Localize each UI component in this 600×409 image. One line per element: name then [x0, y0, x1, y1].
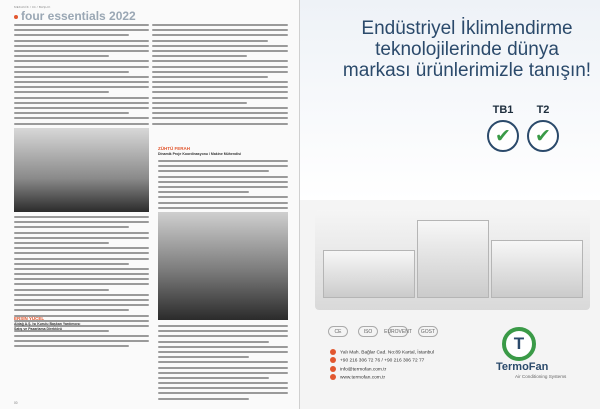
- orange-dot-icon: [14, 15, 18, 19]
- phone-icon: [330, 357, 336, 363]
- right-column-text-2: [158, 325, 288, 403]
- ad-headline: Endüstriyel İklimlendirme teknolojilerinde dünya markası ürünlerimizle tanışın!: [342, 18, 592, 81]
- certification-logos: [328, 326, 438, 337]
- photo-ersin-yucel: [14, 128, 149, 212]
- contact-phone: +90 216 306 72 76 / +90 216 306 72 77: [330, 357, 434, 365]
- brand-name: TermoFan: [496, 361, 549, 373]
- cert-gost: GOST: [418, 326, 438, 337]
- cert-iso: ISO: [358, 326, 378, 337]
- right-column-text: [152, 24, 288, 128]
- location-icon: [330, 349, 336, 355]
- brand-tagline: Air Conditioning Systems: [515, 374, 567, 379]
- web-icon: [330, 374, 336, 380]
- tb1-label: TB1: [492, 104, 514, 116]
- product-unit-3: [491, 240, 583, 298]
- person2-body-text: [158, 160, 288, 217]
- person1-title-line2: Satış ve Pazarlama Direktörü: [14, 327, 63, 331]
- t2-label: T2: [536, 104, 550, 116]
- page-number: 00: [14, 401, 18, 405]
- person1-body-text: [14, 335, 149, 351]
- person1-title-line1: Aldağ A.Ş. Isı Kurulu Başkan Yardımcısı: [14, 322, 81, 326]
- left-column-text: [14, 24, 149, 128]
- cert-ce: CE: [328, 326, 348, 337]
- contact-email[interactable]: info@termofan.com.tr: [330, 366, 434, 374]
- contact-address: Yalı Mah. Bağlar Cad. No:89 Kartal, İstanbul: [330, 349, 434, 357]
- section-title-text: four essentials 2022: [21, 9, 136, 23]
- product-unit-1: [323, 250, 415, 298]
- email-icon: [330, 366, 336, 372]
- contact-block: [330, 349, 434, 382]
- tb1-check-icon: ✔: [487, 120, 519, 152]
- product-showcase: [315, 210, 590, 310]
- section-title: [14, 9, 136, 23]
- product-unit-2: [417, 220, 489, 298]
- cert-eurovent: EUROVENT: [388, 326, 408, 337]
- person2-title: Dinamik Proje Koordinasyonu / Makine Mühendisi: [158, 152, 242, 156]
- person2-name: ZÜHTÜ FERAH: [158, 146, 190, 151]
- person1-name: ERSİN YÜCEL: [14, 316, 45, 321]
- t2-check-icon: ✔: [527, 120, 559, 152]
- contact-web[interactable]: www.termofan.com.tr: [330, 374, 434, 382]
- running-header: MEKANİK / 04 / BAŞLIK: [14, 5, 51, 9]
- photo-zuhtu-ferah: [158, 212, 288, 320]
- termofan-logo-icon: T: [502, 327, 536, 361]
